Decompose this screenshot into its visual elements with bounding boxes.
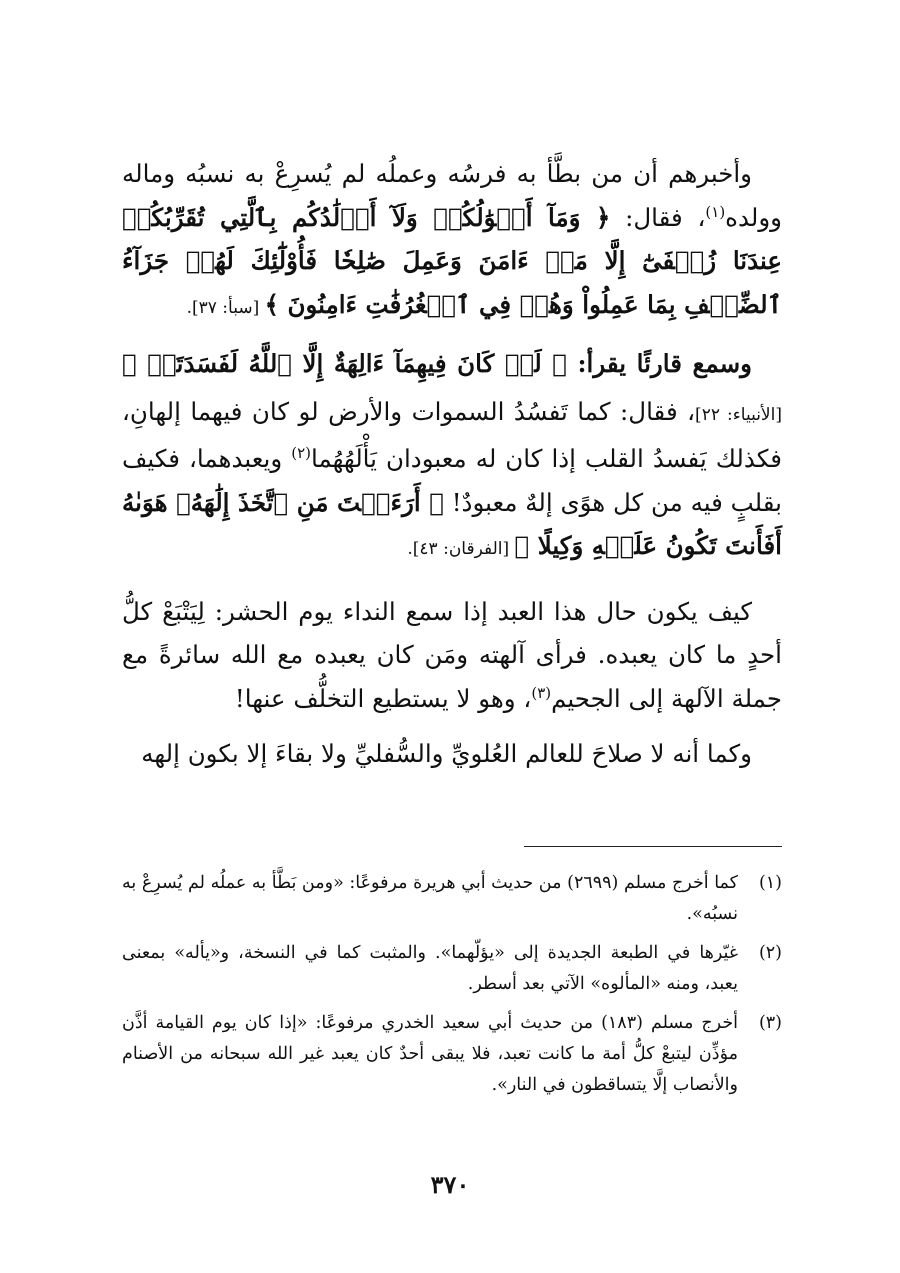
text-run: وأخبرهم أن من بطَّأ به فرسُه وعملُه لم يُسرِعْ به نسبُه وماله وولده — [122, 159, 782, 232]
footnote-text: غيّرها في الطبعة الجديدة إلى «يؤلّهما». والمثبت كما في النسخة، و«يأله» بمعنى يعبد، ومنه «المألوه» الآتي بعد أسطر. — [122, 943, 738, 994]
text-run: ويعبدهما، فكيف بقلبٍ فيه من كل هوًى إلهٌ معبودٌ! — [122, 444, 782, 517]
text-run: ، فقال: — [610, 202, 706, 232]
text-run: ، فقال: كما تَفسُدُ السموات والأرض لو كان فيهما إلهانِ، فكذلك يَفسدُ القلب إذا كان له معبودان يَأْلَهُهُما — [122, 396, 782, 473]
paragraph-3 — [122, 590, 782, 721]
footnote-1 — [122, 868, 782, 930]
footnote-marker-2[interactable]: (٢) — [291, 443, 311, 462]
footnote-text: أخرج مسلم (١٨٣) من حديث أبي سعيد الخدري مرفوعًا: «إذا كان يوم القيامة أذَّن مؤذِّن ليتبعْ كلُّ أمة ما كانت تعبد، فلا يبقى أحدٌ كان يعبد غير الله سبحانه من الأصنام والأنصاب إلَّا يتساقطون في النار». — [122, 1013, 739, 1095]
footnote-text: كما أخرج مسلم (٢٦٩٩) من حديث أبي هريرة مرفوعًا: «ومن بَطَّأ به عملُه لم يُسرِعْ به نسبُه». — [122, 873, 738, 924]
quran-verse: ﴿ أَرَءَيۡتَ مَنِ ٱتَّخَذَ إِلَٰهَهُۥ هَوَىٰهُ أَفَأَنتَ تَكُونُ عَلَيۡهِ وَكِيلًا ﴾ — [122, 487, 782, 560]
footnote-marker-1[interactable]: (١) — [705, 202, 726, 221]
verse-reference: [الأنبياء: ٢٢] — [695, 404, 782, 425]
text-run: كيف يكون حال هذا العبد إذا سمع النداء يوم الحشر: لِيَتْبَعْ كلُّ أحدٍ ما كان يعبده. فرأى آلهته ومَن كان يعبده مع الله سائرةً مع جملة الآلهة إلى الجحيم — [122, 596, 782, 713]
footnote-divider — [524, 846, 782, 847]
footnote-number: (٢) — [758, 943, 782, 963]
paragraph-1 — [122, 152, 782, 330]
verse-reference: [الفرقان: ٤٣]. — [407, 539, 515, 559]
footnote-number: (٣) — [758, 1013, 782, 1033]
main-text — [122, 152, 782, 776]
quran-verse: ﴿ وَمَآ أَمۡوَٰلُكُمۡ وَلَآ أَوۡلَٰدُكُم بِٱلَّتِي تُقَرِّبُكُمۡ عِندَنَا زُلۡفَىٰٓ إِلَّا مَنۡ ءَامَنَ وَعَمِلَ صَٰلِحٗا فَأُوْلَٰٓئِكَ لَهُمۡ جَزَآءُ ٱلضِّعۡفِ بِمَا عَمِلُواْ وَهُمۡ فِي ٱلۡغُرُفَٰتِ ءَامِنُونَ ﴾ — [122, 202, 782, 319]
quran-verse: ﴿ لَوۡ كَانَ فِيهِمَآ ءَالِهَةٌ إِلَّا ٱللَّهُ لَفَسَدَتَاۚ ﴾ — [122, 349, 567, 378]
paragraph-4: وكما أنه لا صلاحَ للعالم العُلويِّ والسُّفليِّ ولا بقاءَ إلا بكون إلهه — [141, 739, 752, 768]
footnote-3 — [122, 1008, 782, 1101]
footnote-2 — [122, 938, 782, 1000]
text-run-bold: وسمع قارئًا يقرأ: — [566, 349, 753, 378]
page-number: ٣٧٠ — [430, 1170, 470, 1199]
footnote-marker-3[interactable]: (٣) — [531, 683, 552, 702]
paragraph-2 — [122, 342, 782, 572]
footnotes — [122, 868, 782, 1109]
verse-reference: [سبأ: ٣٧]. — [186, 297, 265, 318]
footnote-number: (١) — [758, 873, 782, 893]
text-run: ، وهو لا يستطيع التخلُّف عنها! — [234, 683, 532, 713]
